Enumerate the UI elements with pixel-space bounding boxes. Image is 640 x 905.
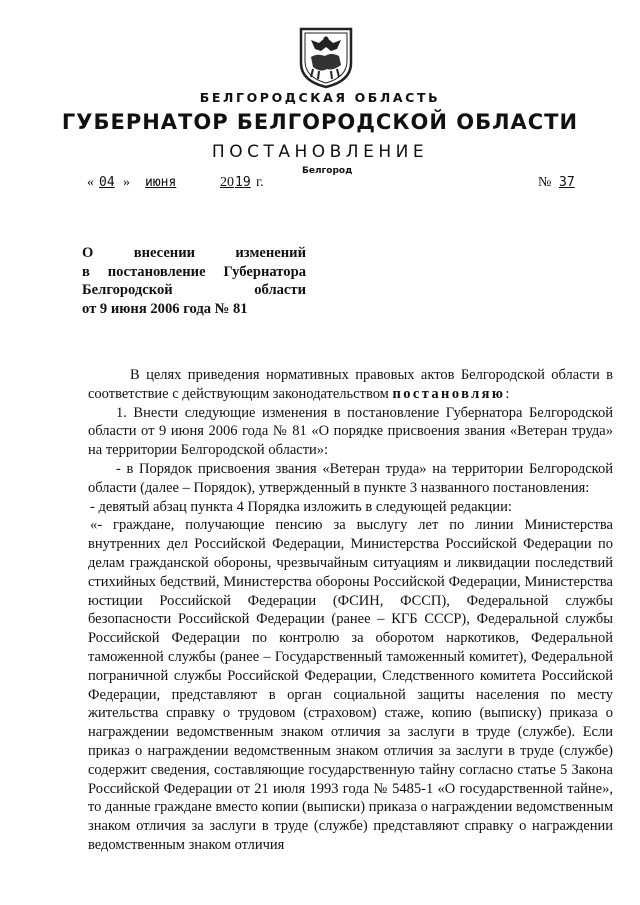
date-year-unit: г. (256, 175, 264, 190)
number-label: № (538, 175, 552, 190)
coat-of-arms-icon (297, 25, 355, 89)
document-number: 37 (559, 175, 575, 190)
city-label: Белгород (302, 166, 353, 176)
subject-line: Белгородской области (82, 282, 306, 299)
subject-line: О внесении изменений (82, 245, 306, 261)
date-day: 04 (99, 175, 115, 190)
subject-line: в постановление Губернатора (82, 263, 306, 280)
subject-line: от 9 июня 2006 года № 81 (82, 301, 248, 318)
paragraph-item-1: 1. Внести следующие изменения в постановление Губернатора Белгородской области от 9 июня 2006 года № 81 «О порядке присвоения звания «Ветеран труда» на территории Белгородской области»: (88, 404, 613, 459)
governor-heading: ГУБЕРНАТОР БЕЛГОРОДСКОЙ ОБЛАСТИ (61, 110, 579, 134)
subject-block (82, 244, 306, 319)
paragraph-new-wording: «- граждане, получающие пенсию за выслугу лет по линии Министерства внутренних дел Российской Федерации, Министерства Российской Федерации по делам гражданской обороны, чрезвычайным ситуациям и ликвидации последствий стихийных бедствий, Министерства обороны Российской Федерации, Министерства юстиции Российской Федерации (ФСИН, ФССП), Федеральной службы безопасности Российской Федерации (ранее – КГБ СССР), Федеральной службы Российской Федерации по контролю за оборотом наркотиков, Федеральной таможенной службы (ранее – Государственный таможенный комитет), Федеральной пограничной службы Российской Федерации, Следственного комитета Российской Федерации, представляют в орган социальной защиты населения по месту жительства справку о трудовом (страховом) стаже, копию (выписку) приказа о награждении ведомственным знаком отличия за заслуги в труде (службе). Если приказ о награждении ведомственным знаком отличия за заслуги в труде (службе) содержит сведения, составляющие государственную тайну согласно статье 5 Закона Российской Федерации от 21 июля 1993 года № 5485-1 «О государственной тайне», то данные граждане вместо копии (выписки) приказа о награждении ведомственным знаком отличия за заслуги в труде (службе) представляют справку о награждении ведомственным знаком отличия (88, 517, 613, 853)
paragraph-preamble: В целях приведения нормативных правовых актов Белгородской области в соответствие с действующим законодательством постановляю: (88, 367, 613, 402)
date-month: июня (145, 175, 177, 190)
date-year-suffix: 19 (235, 175, 251, 190)
date-number-line (87, 175, 597, 197)
region-heading: БЕЛГОРОДСКАЯ ОБЛАСТЬ (199, 90, 441, 105)
date-open-quote: « (87, 175, 94, 190)
document-type-heading: ПОСТАНОВЛЕНИЕ (211, 142, 429, 162)
date-close-quote: » (123, 175, 130, 190)
document-body (88, 366, 613, 855)
date-year-prefix: 20 (220, 175, 234, 190)
decree-word: постановляю (392, 385, 506, 402)
paragraph-order-change: - в Порядок присвоения звания «Ветеран труда» на территории Белгородской области (далее – Порядок), утвержденный в пункте 3 названного постановления: (88, 460, 613, 496)
paragraph-ninth-clause: - девятый абзац пункта 4 Порядка изложить в следующей редакции: (90, 498, 512, 515)
